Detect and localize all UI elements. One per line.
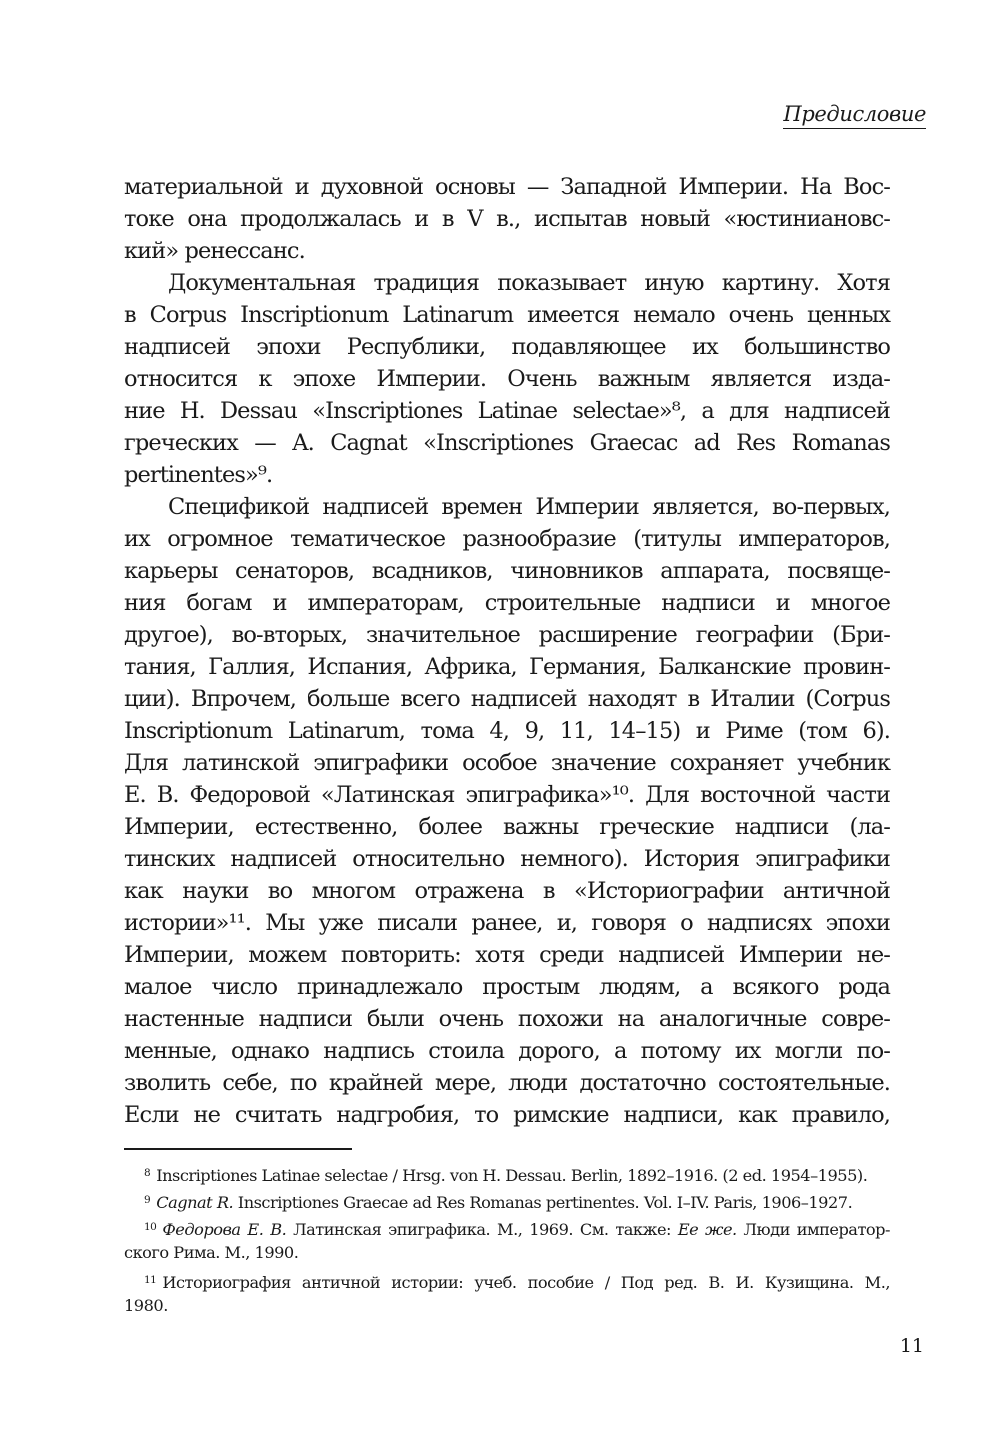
body-line: греческих — A. Cagnat «Inscriptiones Graecac ad Res Romanas — [124, 430, 890, 456]
body-line: Империи, можем повторить: хотя среди надписей Империи не- — [124, 942, 890, 968]
footnote-8 — [144, 1160, 890, 1186]
body-line: карьеры сенаторов, всадников, чиновников аппарата, посвяще- — [124, 558, 890, 584]
footnote-10 — [144, 1214, 890, 1240]
footnote-author-2: Ее же. — [677, 1220, 737, 1239]
footnote-mark: 9 — [144, 1194, 151, 1206]
body-line: тания, Галлия, Испания, Африка, Германия, Балканские провин- — [124, 654, 890, 680]
footnote-text: Inscriptiones Latinae selectae / Hrsg. von H. Dessau. Berlin, 1892–1916. (2 ed. 1954–1955). — [156, 1166, 868, 1185]
body-line: Для латинской эпиграфики особое значение сохраняет учебник — [124, 750, 890, 776]
body-line: истории»¹¹. Мы уже писали ранее, и, говоря о надписях эпохи — [124, 910, 890, 936]
footnote-9 — [144, 1187, 890, 1213]
body-line: ции). Впрочем, больше всего надписей находят в Италии (Corpus — [124, 686, 890, 712]
body-line: относится к эпохе Империи. Очень важным является изда- — [124, 366, 890, 392]
running-head: Предисловие — [783, 101, 926, 129]
footnote-mark: 10 — [144, 1221, 157, 1233]
body-line: Если не считать надгробия, то римские надписи, как правило, — [124, 1102, 890, 1128]
footnote-text: Историография античной истории: учеб. пособие / Под ред. В. И. Кузищина. М., — [162, 1273, 890, 1292]
footnote-author: Федорова Е. В. — [162, 1220, 287, 1239]
footnote-10-continued: ского Рима. М., 1990. — [124, 1243, 299, 1262]
page-number: 11 — [899, 1335, 924, 1357]
footnote-text: Латинская эпиграфика. М., 1969. См. также: — [286, 1220, 678, 1239]
body-line: надписей эпохи Республики, подавляющее их большинство — [124, 334, 890, 360]
body-line: их огромное тематическое разнообразие (титулы императоров, — [124, 526, 890, 552]
body-line: Спецификой надписей времен Империи является, во-первых, — [168, 494, 890, 520]
body-line: токе она продолжалась и в V в., испытав новый «юстиниановс- — [124, 206, 890, 232]
body-line: Inscriptionum Latinarum, тома 4, 9, 11, 14–15) и Риме (том 6). — [124, 718, 890, 744]
footnote-11 — [144, 1267, 890, 1293]
footnote-author: Cagnat R. — [156, 1193, 234, 1212]
body-line: кий» ренессанс. — [124, 238, 305, 264]
body-line: Документальная традиция показывает иную картину. Хотя — [168, 270, 890, 296]
body-line: ние H. Dessau «Inscriptiones Latinae selectae»⁸, а для надписей — [124, 398, 890, 424]
body-line: малое число принадлежало простым людям, а всякого рода — [124, 974, 890, 1000]
body-line: менные, однако надпись стоила дорого, а потому их могли по- — [124, 1038, 890, 1064]
footnote-mark: 11 — [144, 1274, 157, 1286]
footnote-11-continued: 1980. — [124, 1296, 168, 1315]
body-line: тинских надписей относительно немного). История эпиграфики — [124, 846, 890, 872]
footnote-text: Inscriptiones Graecae ad Res Romanas pertinentes. Vol. I–IV. Paris, 1906–1927. — [233, 1193, 853, 1212]
footnote-rule — [124, 1148, 352, 1150]
body-line: Империи, естественно, более важны греческие надписи (ла- — [124, 814, 890, 840]
body-line: Е. В. Федоровой «Латинская эпиграфика»¹⁰. Для восточной части — [124, 782, 890, 808]
body-line: зволить себе, по крайней мере, люди достаточно состоятельные. — [124, 1070, 890, 1096]
body-line: другое), во-вторых, значительное расширение географии (Бри- — [124, 622, 890, 648]
body-line: настенные надписи были очень похожи на аналогичные совре- — [124, 1006, 890, 1032]
body-line: ния богам и императорам, строительные надписи и многое — [124, 590, 890, 616]
footnote-mark: 8 — [144, 1167, 151, 1179]
body-line: материальной и духовной основы — Западной Империи. На Вос- — [124, 174, 890, 200]
body-line: как науки во многом отражена в «Историографии античной — [124, 878, 890, 904]
body-line: в Corpus Inscriptionum Latinarum имеется немало очень ценных — [124, 302, 890, 328]
footnote-text-2: Люди император- — [736, 1220, 890, 1239]
body-line: pertinentes»⁹. — [124, 462, 273, 488]
